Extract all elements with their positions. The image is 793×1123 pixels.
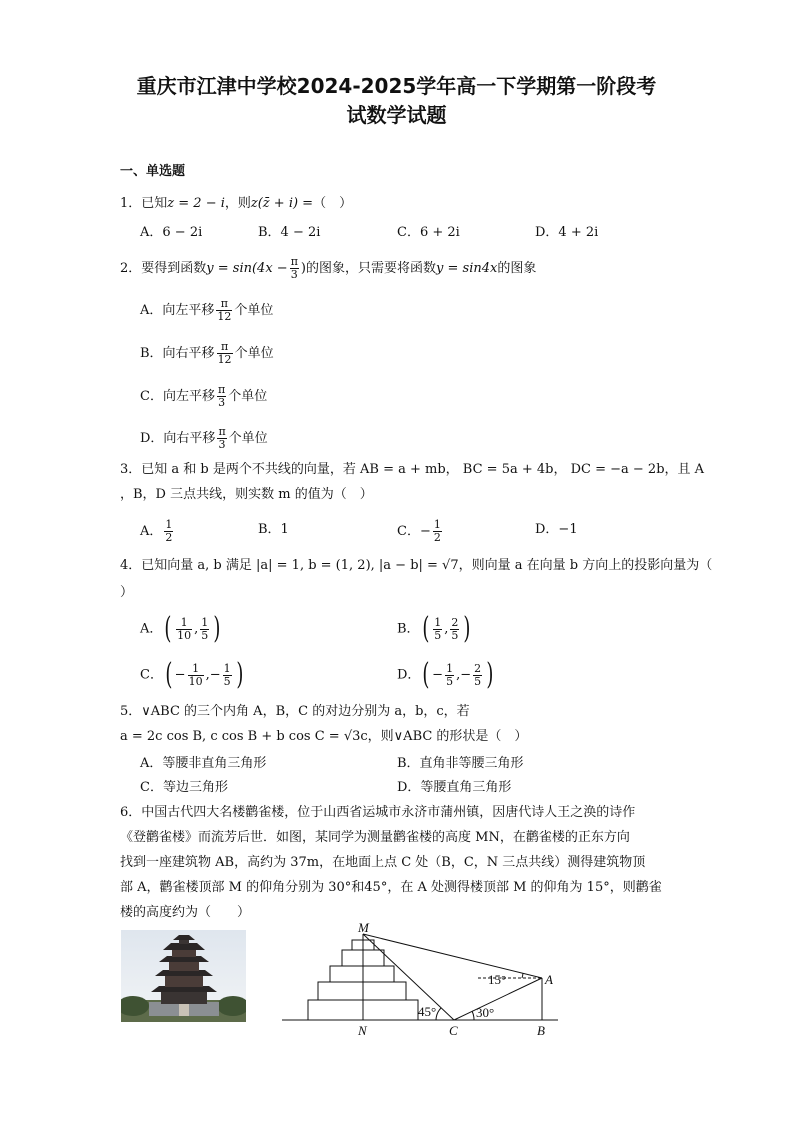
q3-option-d: D．−1: [535, 522, 578, 537]
q5-option-d: D．等腰直角三角形: [397, 780, 512, 795]
q2-prefix: 2．要得到函数: [120, 261, 207, 276]
question-5-line2: a = 2c cos B, c cos B + b cos C = √3c，则∨ABC 的形状是（ ）: [120, 729, 528, 744]
label-c: C: [449, 1023, 458, 1038]
q5-option-b: B．直角非等腰三角形: [397, 756, 524, 771]
q2-mid: 的图象，只需要将函数: [306, 261, 437, 276]
question-4-line2: ）: [120, 585, 134, 600]
q1-option-a: A．6 − 2i: [140, 225, 203, 240]
label-n: N: [358, 1023, 367, 1038]
q4-option-b: B．( $\frac{1}{5}$ , $\frac{2}{5}$ ): [397, 611, 471, 646]
q3-option-a: A． $\frac{1}{2}$: [140, 518, 173, 544]
section-heading: 一、单选题: [120, 164, 186, 179]
question-6-line5: 楼的高度约为（ ）: [120, 905, 251, 920]
q2-func2: y = sin4x: [436, 261, 498, 276]
q3-option-b: B．1: [258, 522, 289, 537]
question-4-line1: 4．已知向量 a, b 满足 |a| = 1, b = (1, 2), |a − b| = √7，则向量 a 在向量 b 方向上的投影向量为（: [120, 558, 713, 573]
q2-func1-fraction: $\frac{\pi}{3}$: [290, 255, 298, 281]
label-m: M: [358, 922, 369, 935]
q1-expr2: z(z̄ + i) =: [250, 196, 314, 211]
q5-option-a: A．等腰非直角三角形: [140, 756, 267, 771]
geometry-diagram: [278, 922, 568, 1040]
question-6-line1: 6．中国古代四大名楼鹳雀楼，位于山西省运城市永济市蒲州镇，因唐代诗人王之涣的诗作: [120, 805, 636, 820]
label-a: A: [545, 972, 553, 987]
q1-option-b: B．4 − 2i: [258, 225, 321, 240]
tower-photo: [121, 930, 246, 1022]
label-angle-45: 45°: [418, 1004, 437, 1019]
label-angle-15: 15°: [488, 972, 507, 987]
q2-option-a: A．向左平移 $\frac{\pi}{12}$ 个单位: [140, 297, 274, 323]
q1-expr1: z = 2 − i: [167, 196, 225, 211]
q2-option-b: B．向右平移 $\frac{\pi}{12}$ 个单位: [140, 340, 274, 366]
q2-func1: y = sin(4x −: [206, 261, 288, 276]
question-5-line1: 5．∨ABC 的三个内角 A，B，C 的对边分别为 a，b，c，若: [120, 704, 470, 719]
q2-option-d: D．向右平移 $\frac{\pi}{3}$ 个单位: [140, 425, 268, 451]
q1-suffix: （ ）: [313, 196, 353, 211]
q1-option-c: C．6 + 2i: [397, 225, 460, 240]
question-3-line2: ，B，D 三点共线，则实数 m 的值为（ ）: [120, 487, 373, 502]
page-title-line1: 重庆市江津中学校2024-2025学年高一下学期第一阶段考: [136, 74, 657, 98]
question-6-line4: 部 A，鹳雀楼顶部 M 的仰角分别为 30°和45°，在 A 处测得楼顶部 M 的仰角为 15°，则鹳雀: [120, 880, 662, 895]
q5-option-c: C．等边三角形: [140, 780, 228, 795]
q1-option-d: D．4 + 2i: [535, 225, 599, 240]
q4-option-d: D．( − $\frac{1}{5}$ ,− $\frac{2}{5}$ ): [397, 657, 494, 692]
label-b: B: [537, 1023, 545, 1038]
question-6-line2: 《登鹳雀楼》而流芳后世．如图，某同学为测量鹳雀楼的高度 MN，在鹳雀楼的正东方向: [120, 830, 630, 845]
q2-suffix: 的图象: [497, 261, 537, 276]
q3-option-c: C．− $\frac{1}{2}$: [397, 518, 441, 544]
q4-option-a: A．( $\frac{1}{10}$ , $\frac{1}{5}$ ): [140, 611, 221, 646]
question-6-line3: 找到一座建筑物 AB，高约为 37m，在地面上点 C 处（B，C，N 三点共线）测得建筑物顶: [120, 855, 646, 870]
question-2: 2．要得到函数y = sin(4x − $\frac{\pi}{3}$ )的图象，只需要将函数y = sin4x的图象: [120, 255, 537, 281]
label-angle-30: 30°: [476, 1005, 495, 1020]
q1-mid: ，则: [224, 196, 251, 211]
page-title-line2: 试数学试题: [346, 103, 447, 127]
q4-option-c: C．( − $\frac{1}{10}$ ,− $\frac{1}{5}$ ): [140, 657, 243, 692]
question-1: [120, 195, 352, 213]
question-3-line1: 3．已知 a 和 b 是两个不共线的向量，若 AB = a + mb， BC = 5a + 4b， DC = −a − 2b，且 A: [120, 462, 705, 477]
q1-prefix: 1．已知: [120, 196, 168, 211]
q2-option-c: C．向左平移 $\frac{\pi}{3}$ 个单位: [140, 383, 268, 409]
